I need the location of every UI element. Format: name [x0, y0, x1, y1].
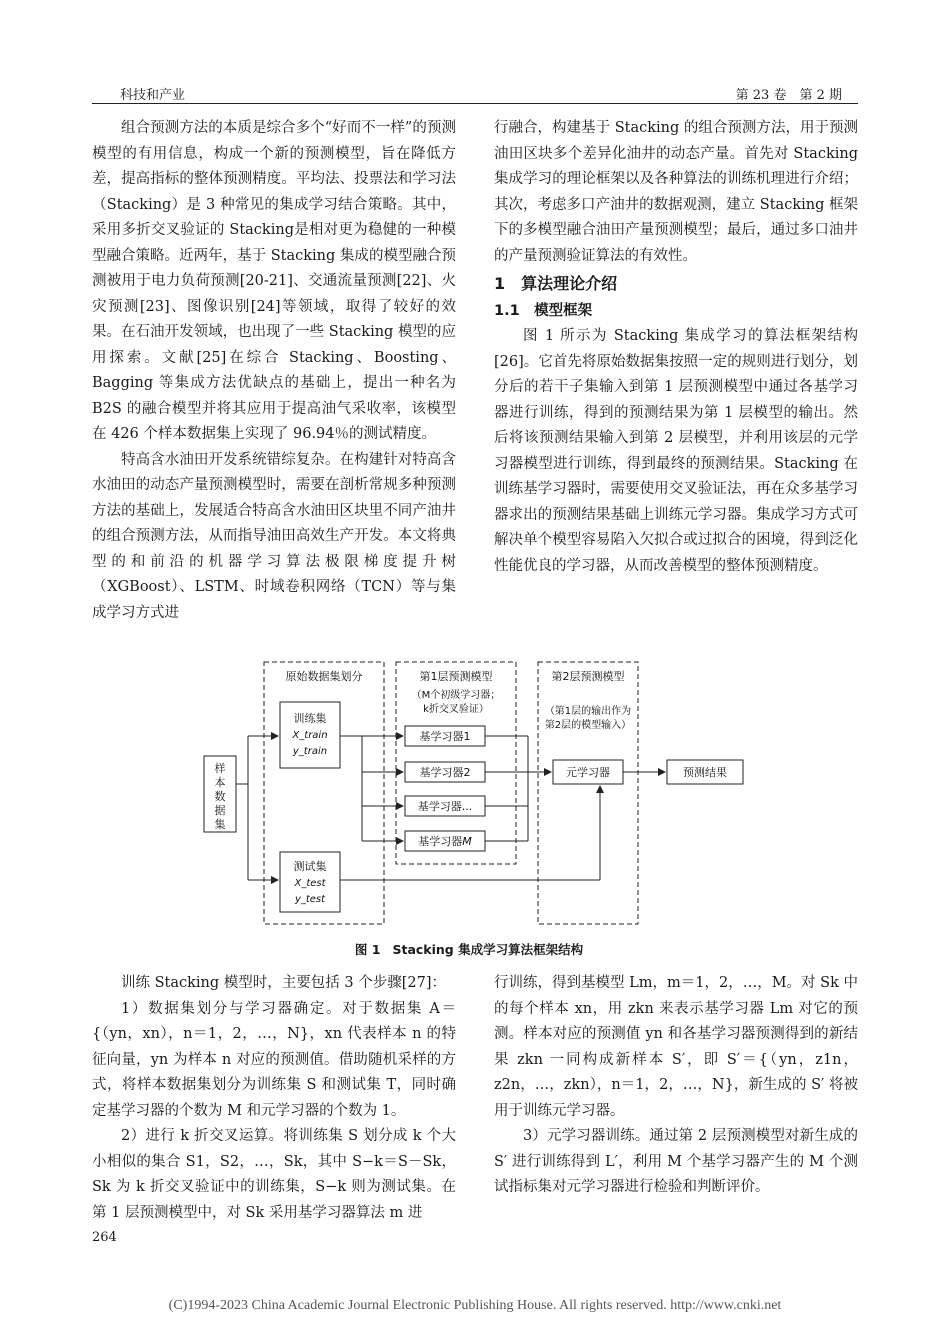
base-learner-m-symbol: M — [462, 835, 472, 848]
base-learner-m-prefix: 基学习器 — [418, 835, 463, 848]
upper-right-column — [494, 116, 858, 579]
paragraph: 图 1 所示为 Stacking 集成学习的算法框架结构[26]。它首先将原始数据集按照一定的规则进行划分，划分后的若干子集输入到第 1 层预测模型中通过各基学习器进行训练，得到的预测结果为第 1 层模型的输出。然后将该预测结果输入到第 2 层模型，并利用该层的元学习器模型进行训练，得到最终的预测结果。Stacking 在训练基学习器时，需要使用交叉验证法，再在众多基学习器求出的预测结果基础上训练元学习器。集成学习方式可解决单个模型容易陷入欠拟合或过拟合的困境，得到泛化性能优良的学习器，从而改善模型的整体预测精度。 — [494, 328, 858, 574]
section-title-layer2: 第2层预测模型 — [551, 670, 625, 683]
base-learner-m — [418, 834, 472, 848]
test-set-title: 测试集 — [293, 860, 327, 873]
paragraph: 2）进行 k 折交叉运算。将训练集 S 划分成 k 个大小相似的集合 S1，S2，…，Sk，其中 S−k＝S－Sk，Sk 为 k 折交叉验证中的训练集，S−k 则为测试集。在第 1 层预测模型中，对 Sk 采用基学习器算法 m 进 — [92, 1128, 456, 1221]
section-title-split: 原始数据集划分 — [285, 670, 363, 683]
base-learner-1: 基学习器1 — [419, 730, 471, 743]
sample-char: 数 — [214, 790, 226, 803]
subsection-heading: 1.1 模型框架 — [494, 302, 593, 319]
section-frame-layer2 — [538, 662, 638, 924]
copyright-footer: (C)1994-2023 China Academic Journal Electronic Publishing House. All rights reserved. http://www.cnki.net — [168, 1298, 782, 1313]
paragraph: 组合预测方法的本质是综合多个“好而不一样”的预测模型的有用信息，构成一个新的预测模型，旨在降低方差，提高指标的整体预测精度。平均法、投票法和学习法（Stacking）是 3 种常见的集成学习结合策略。其中，采用多折交叉验证的 Stacking是相对更为稳健的一种模型融合策略。近两年，基于 Stacking 集成的模型融合预测被用于电力负荷预测[20-21]、交通流量预测[22]、火灾预测[23]、图像识别[24]等领域，取得了较好的效果。在石油开发领域，也出现了一些 Stacking 模型的应用探索。文献[25]在综合 Stacking、Boosting、Bagging 等集成方法优缺点的基础上，提出一种名为 B2S 的融合模型并将其应用于提高油气采收率，该模型在 426 个样本数据集上实现了 96.94％的测试精度。 — [92, 120, 456, 442]
page-number: 264 — [92, 1230, 117, 1245]
layer2-note: （第1层的输出作为 — [544, 706, 632, 717]
prediction-result-label: 预测结果 — [683, 766, 727, 779]
sample-char: 集 — [214, 818, 226, 831]
figure-caption-text: Stacking 集成学习算法框架结构 — [392, 942, 584, 957]
train-set-title: 训练集 — [293, 712, 327, 725]
test-x-label: X_test — [294, 878, 326, 889]
lower-left-column — [92, 971, 456, 1226]
figure-caption-number: 图 1 — [354, 942, 381, 957]
paragraph: 行训练，得到基模型 Lm，m＝1，2，…，M。对 Sk 中的每个样本 xn，用 zkn 来表示基学习器 Lm 对它的预测。样本对应的预测值 yn 和各基学习器预测得到的新结果 zkn 一同构成新样本 S′，即 S′＝{（yn，z1n，z2n，…，zkn），n＝1，2，…，N}，新生成的 S′ 将被用于训练元学习器。 — [494, 975, 858, 1119]
lower-right-column — [494, 971, 858, 1201]
section-heading: 1 算法理论介绍 — [494, 274, 618, 293]
layer1-note: （M个初级学习器； — [411, 690, 501, 701]
running-header-journal: 科技和产业 — [120, 88, 186, 103]
figure-1 — [200, 656, 760, 928]
layer1-note: k折交叉验证） — [423, 704, 489, 715]
sample-char: 样 — [214, 762, 226, 775]
layer2-note: 第2层的模型输入） — [544, 720, 632, 731]
section-title-layer1: 第1层预测模型 — [419, 670, 493, 683]
sample-char: 据 — [214, 804, 226, 817]
paragraph: 特高含水油田开发系统错综复杂。在构建针对特高含水油田的动态产量预测模型时，需要在剖析常规多种预测方法的基础上，发展适合特高含水油田区块里不同产油井的组合预测方法，从而指导油田高效生产开发。本文将典型的和前沿的机器学习算法极限梯度提升树（XGBoost）、LSTM、时域卷积网络（TCN）等与集成学习方式进 — [92, 451, 456, 621]
test-y-label: y_test — [294, 894, 326, 905]
train-y-label: y_train — [292, 746, 328, 757]
stacking-diagram — [200, 656, 760, 928]
paragraph: 行融合，构建基于 Stacking 的组合预测方法，用于预测油田区块多个差异化油井的动态产量。首先对 Stacking 集成学习的理论框架以及各种算法的训练机理进行介绍；其次，考虑多口产油井的数据观测，建立 Stacking 框架下的多模型融合油田产量预测模型；最后，通过多口油井的产量预测验证算法的有效性。 — [494, 120, 858, 264]
paragraph: 训练 Stacking 模型时，主要包括 3 个步骤[27]： — [121, 975, 446, 991]
sample-char: 本 — [214, 776, 226, 789]
base-learner-2: 基学习器2 — [419, 766, 471, 779]
figure-caption — [0, 940, 950, 958]
meta-learner-label: 元学习器 — [566, 766, 610, 779]
train-x-label: X_train — [292, 730, 328, 741]
running-header-issue: 第 23 卷 第 2 期 — [735, 88, 842, 103]
upper-left-column — [92, 116, 456, 626]
paragraph: 1）数据集划分与学习器确定。对于数据集 A＝{（yn，xn），n＝1，2，…，N}，xn 代表样本 n 的特征向量，yn 为样本 n 对应的预测值。借助随机采样的方式，将样本数据集划分为训练集 S 和测试集 T，同时确定基学习器的个数为 M 和元学习器的个数为 1。 — [92, 1000, 456, 1119]
paragraph: 3）元学习器训练。通过第 2 层预测模型对新生成的 S′ 进行训练得到 L′，利用 M 个基学习器产生的 M 个测试指标集对元学习器进行检验和判断评价。 — [494, 1128, 858, 1195]
base-learner-3: 基学习器... — [417, 800, 473, 813]
header-rule — [92, 103, 858, 104]
